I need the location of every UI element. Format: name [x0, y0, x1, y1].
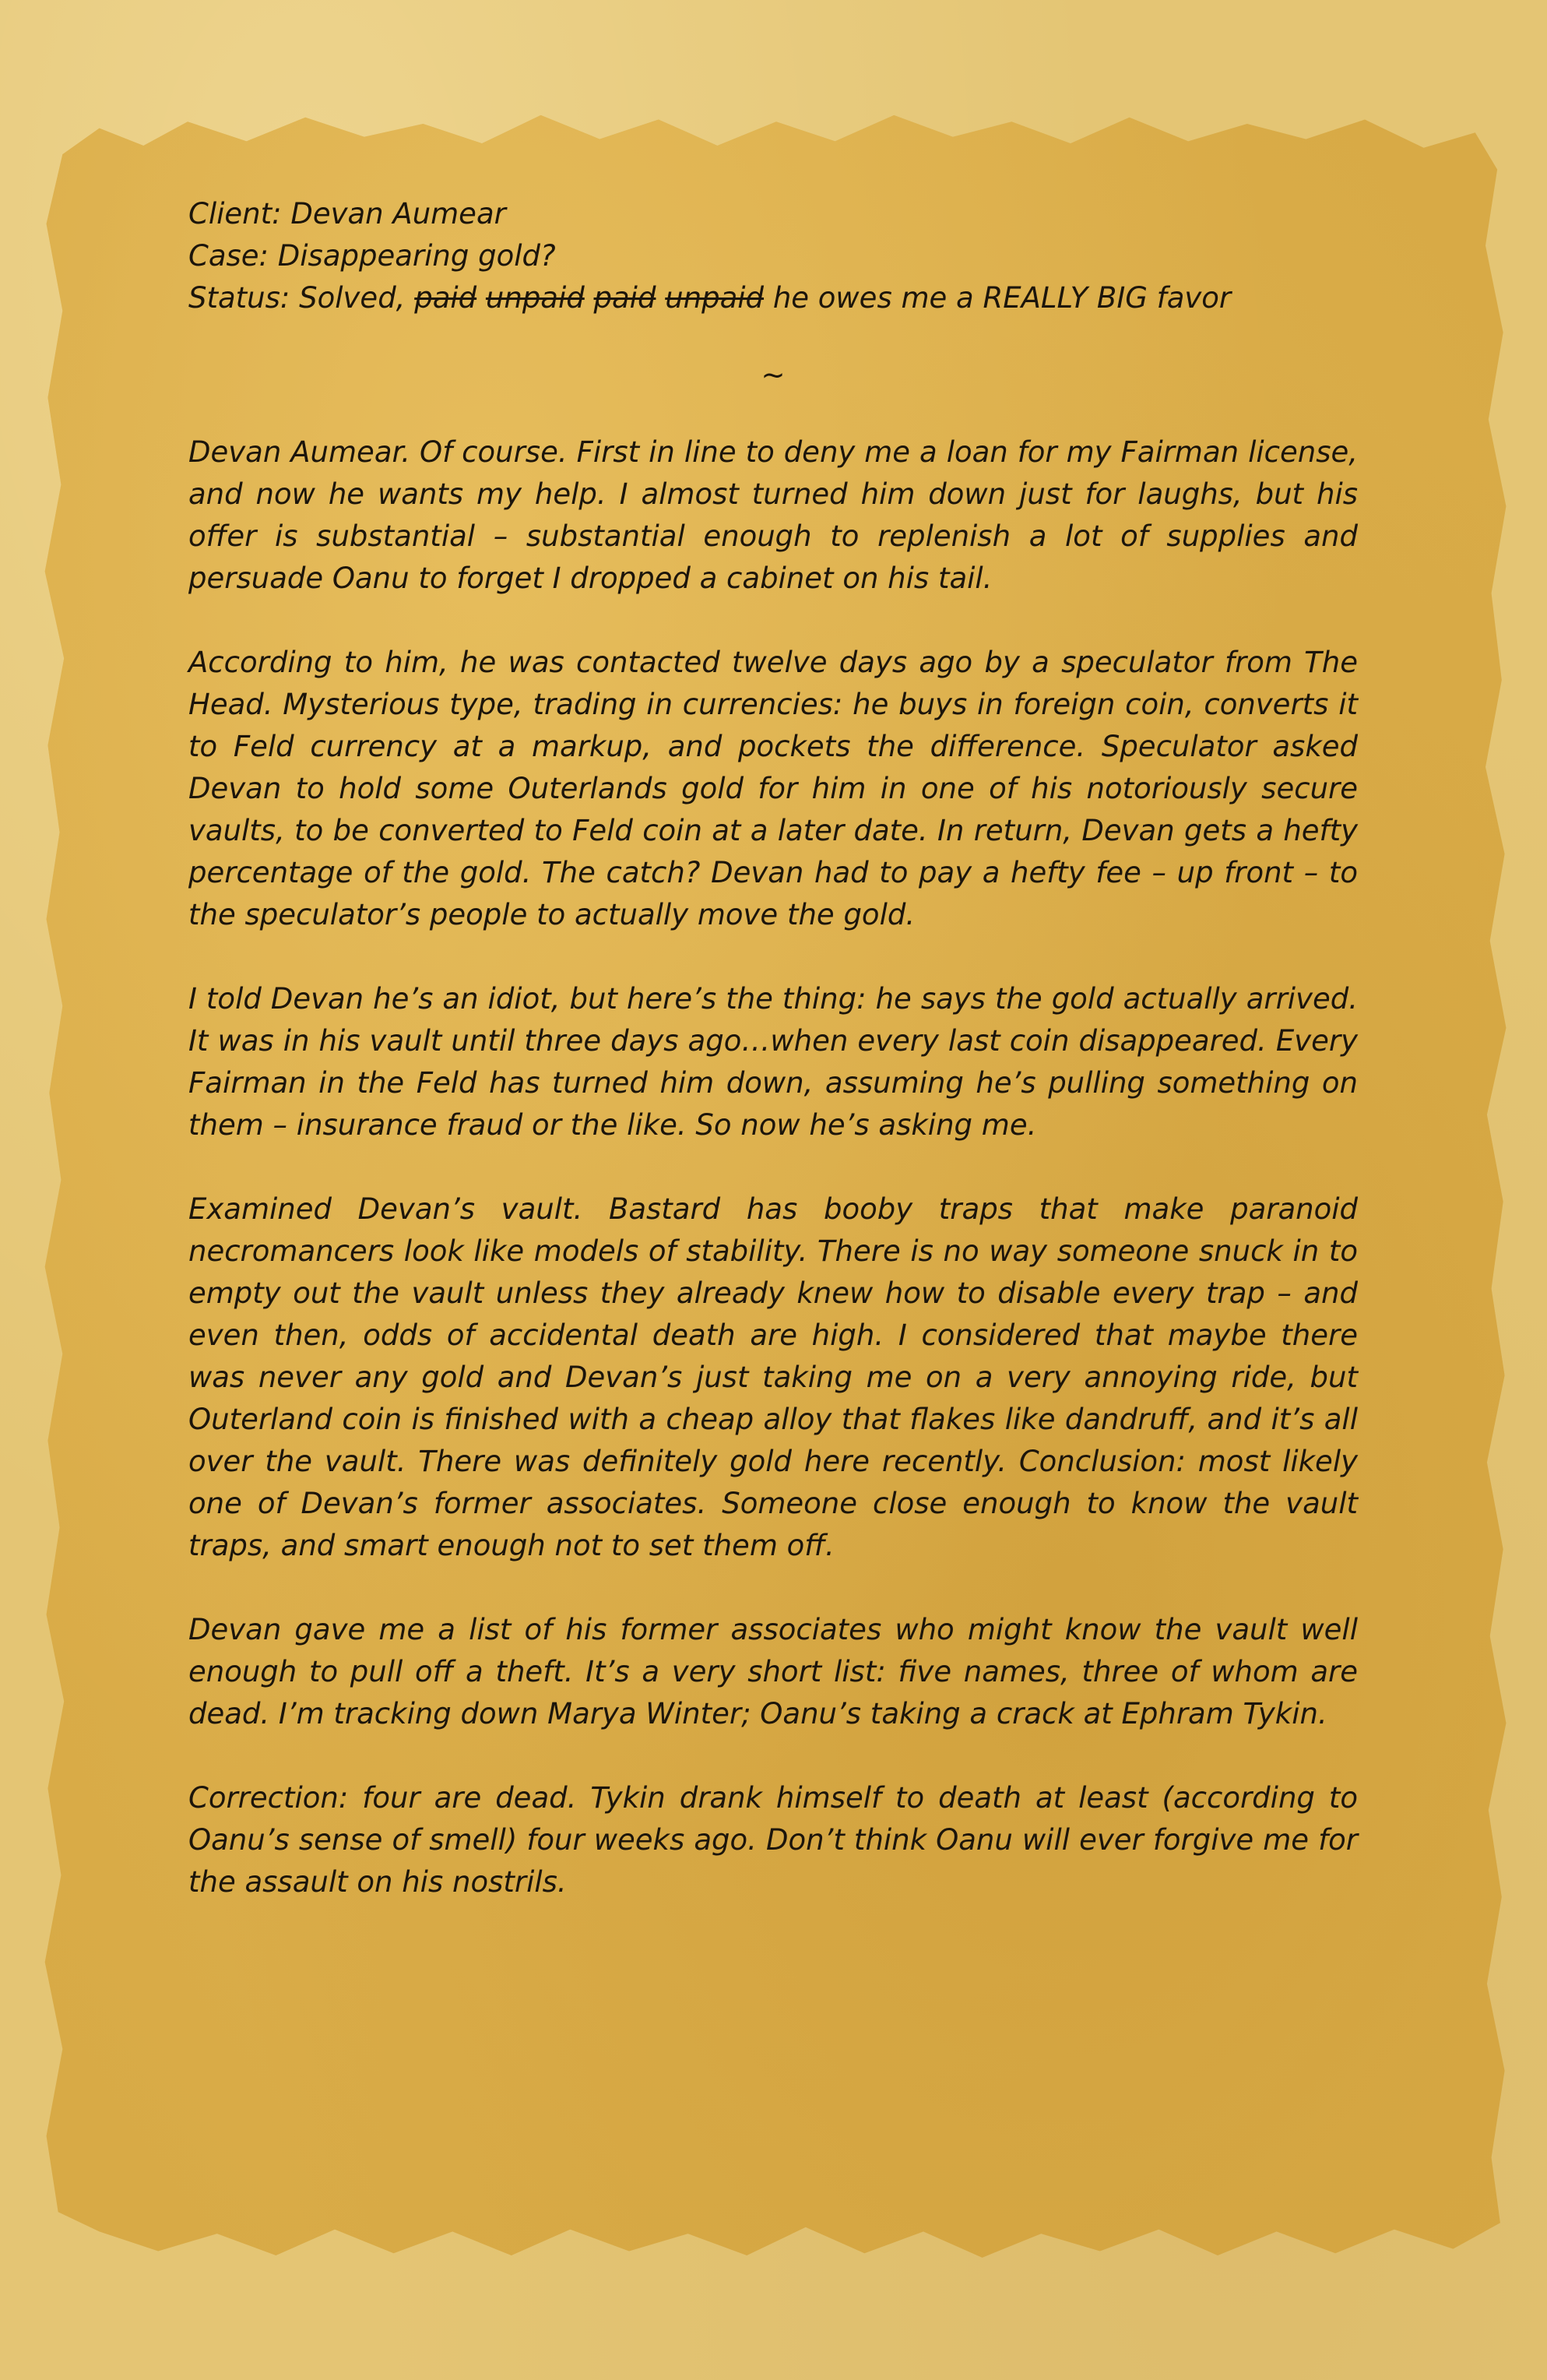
paragraph-6: Correction: four are dead. Tykin drank himself to death at least (according to Oanu’s sense of smell) four weeks ago. Don’t think Oanu will ever forgive me for the assault on his nostrils.: [188, 1781, 1358, 1899]
case-notes: [188, 193, 1358, 1903]
paragraph-3: I told Devan he’s an idiot, but here’s the thing: he says the gold actually arrived. It was in his vault until three days ago…when every last coin disappeared. Every Fairman in the Feld has turned him down, assuming he’s pulling something on them – insurance fraud or the like. So now he’s asking me.: [188, 982, 1358, 1142]
paragraph-5: Devan gave me a list of his former associates who might know the vault well enough to pull off a theft. It’s a very short list: five names, three of whom are dead. I’m tracking down Marya Winter; Oanu’s taking a crack at Ephram Tykin.: [188, 1613, 1358, 1730]
struck-word-3: paid: [593, 281, 656, 315]
struck-word-2: unpaid: [485, 281, 585, 315]
case-line: Case: Disappearing gold?: [188, 239, 556, 273]
paragraph-1: Devan Aumear. Of course. First in line to deny me a loan for my Fairman license, and now he wants my help. I almost turned him down just for laughs, but his offer is substantial – substantial enough to replenish a lot of supplies and persuade Oanu to forget I dropped a cabinet on his tail.: [188, 435, 1358, 595]
client-line: Client: Devan Aumear: [188, 197, 506, 231]
struck-word-1: paid: [414, 281, 477, 315]
paragraph-2: According to him, he was contacted twelve days ago by a speculator from The Head. Mysterious type, trading in currencies: he buys in foreign coin, converts it to Feld currency at a markup, and pockets the difference. Speculator asked Devan to hold some Outerlands gold for him in one of his notoriously secure vaults, to be converted to Feld coin at a later date. In return, Devan gets a hefty percentage of the gold. The catch? Devan had to pay a hefty fee – up front – to the speculator’s people to actually move the gold.: [188, 646, 1358, 931]
status-prefix: Status: Solved,: [188, 281, 406, 315]
status-line: [188, 277, 1358, 319]
paragraph-4: Examined Devan’s vault. Bastard has booby traps that make paranoid necromancers look like models of stability. There is no way someone snuck in to empty out the vault unless they already knew how to disable every trap – and even then, odds of accidental death are high. I considered that maybe there was never any gold and Devan’s just taking me on a very annoying ride, but Outerland coin is finished with a cheap alloy that flakes like dandruff, and it’s all over the vault. There was definitely gold here recently. Conclusion: most likely one of Devan’s former associates. Someone close enough to know the vault traps, and smart enough not to set them off.: [188, 1192, 1358, 1562]
status-suffix: he owes me a REALLY BIG favor: [772, 281, 1232, 315]
section-divider: ~: [761, 358, 786, 392]
struck-word-4: unpaid: [665, 281, 765, 315]
